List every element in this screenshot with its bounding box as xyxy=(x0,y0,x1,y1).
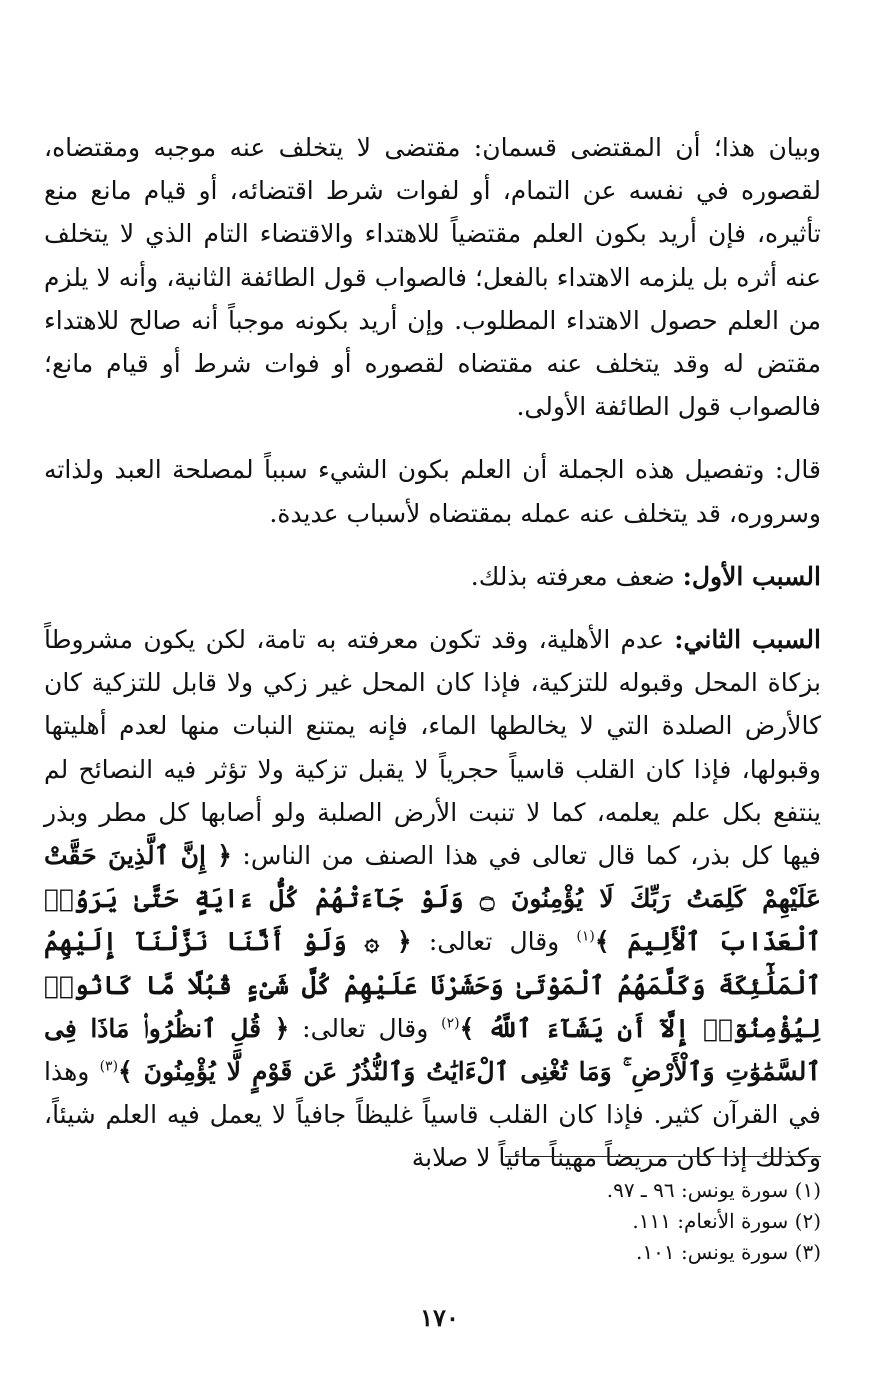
second-cause-text-a: عدم الأهلية، وقد تكون معرفته به تامة، لكن يكون مشروطاً بزكاة المحل وقبوله للتزكية، فإذا كان المحل غير زكي ولا قابل للتزكية كان كالأرض الصلدة التي لا يخالطها الماء، فإنه يمتنع النبات منها لعدم أهليتها وقبولها، فإذا كان القلب قاسياً حجرياً لا يقبل تزكية ولا تؤثر فيه النصائح لم ينتفع بكل علم يعلمه، كما لا تنبت الأرض الصلبة ولو أصابها كل مطر وبذر فيها كل بذر، كما قال تعالى في هذا الصنف من الناس: xyxy=(44,625,822,871)
paragraph-2: قال: وتفصيل هذه الجملة أن العلم بكون الشيء سبباً لمصلحة العبد ولذاته وسروره، قد يتخلف عنه عمله بمقتضاه لأسباب عديدة. xyxy=(44,455,821,528)
main-text xyxy=(44,126,821,1180)
footnote-3: (٣) سورة يونس: ١٠١. xyxy=(636,1240,821,1264)
footnote-ref-3[interactable]: (٣) xyxy=(99,1058,119,1075)
quran-verse-3: ﴿ قُلِ ٱنظُرُوا۟ مَاذَا فِى ٱلسَّمَٰوَٰتِ وَٱلْأَرْضِ ۚ وَمَا تُغْنِى ٱلْءَايَٰتُ وَٱلنُّذُرُ عَن قَوْمٍ لَّا يُؤْمِنُونَ ﴾ xyxy=(44,1013,821,1087)
quran-verse-1: ﴿ إِنَّ ٱلَّذِينَ حَقَّتْ عَلَيْهِمْ كَلِمَتُ رَبِّكَ لَا يُؤْمِنُونَ ۝ وَلَوْ جَآءَتْهُمْ كُلُّ ءَايَةٍ حَتَّىٰ يَرَوُا۟ ٱلْعَذَابَ ٱلْأَلِيمَ ﴾ xyxy=(44,841,822,957)
second-cause-text-b: وقال تعالى: xyxy=(428,927,560,957)
first-cause-text: ضعف معرفته بذلك. xyxy=(470,561,675,591)
second-cause-text-c: وقال تعالى: xyxy=(302,1013,429,1043)
first-cause-label: السبب الأول: xyxy=(682,561,821,591)
second-cause-label: السبب الثاني: xyxy=(674,625,821,655)
footnote-1: (١) سورة يونس: ٩٦ ـ ٩٧. xyxy=(606,1178,821,1202)
footnote-2: (٢) سورة الأنعام: ١١١. xyxy=(632,1209,821,1233)
quran-verse-2: ﴿ ۞ وَلَوْ أَنَّنَا نَزَّلْنَآ إِلَيْهِمُ ٱلْمَلَٰٓئِكَةَ وَكَلَّمَهُمُ ٱلْمَوْتَىٰ وَحَشَرْنَا عَلَيْهِمْ كُلَّ شَىْءٍ قُبُلًا مَّا كَانُوا۟ لِيُؤْمِنُوٓا۟ إِلَّآ أَن يَشَآءَ ٱللَّهُ ﴾ xyxy=(44,927,822,1043)
footnote-ref-1[interactable]: (١) xyxy=(576,929,595,946)
footnotes xyxy=(401,1175,821,1268)
paragraph-3 xyxy=(44,555,821,598)
paragraph-4 xyxy=(44,618,821,1180)
paragraph-1: وبيان هذا؛ أن المقتضى قسمان: مقتضى لا يتخلف عنه موجبه ومقتضاه، لقصوره في نفسه عن التمام، أو لفوات شرط اقتضائه، أو قيام مانع منع تأثيره، فإن أريد بكون العلم مقتضياً للاهتداء والاقتضاء التام الذي لا يتخلف عنه أثره بل يلزمه الاهتداء بالفعل؛ فالصواب قول الطائفة الثانية، وأنه لا يلزم من العلم حصول الاهتداء المطلوب. وإن أريد بكونه موجباً أنه صالح للاهتداء مقتض له وقد يتخلف عنه مقتضاه لقصوره أو فوات شرط أو قيام مانع؛ فالصواب قول الطائفة الأولى. xyxy=(44,133,821,422)
page-number: ١٧٠ xyxy=(420,1303,459,1332)
footnote-ref-2[interactable]: (٢) xyxy=(441,1015,460,1032)
second-cause-text-d: وهذا في القرآن كثير. فإذا كان القلب قاسياً غليظاً جافياً لا يعمل فيه العلم شيئاً، وكذلك إذا كان مريضاً مهيناً مائياً لا صلابة xyxy=(44,1057,821,1173)
footnote-divider xyxy=(505,1156,821,1157)
